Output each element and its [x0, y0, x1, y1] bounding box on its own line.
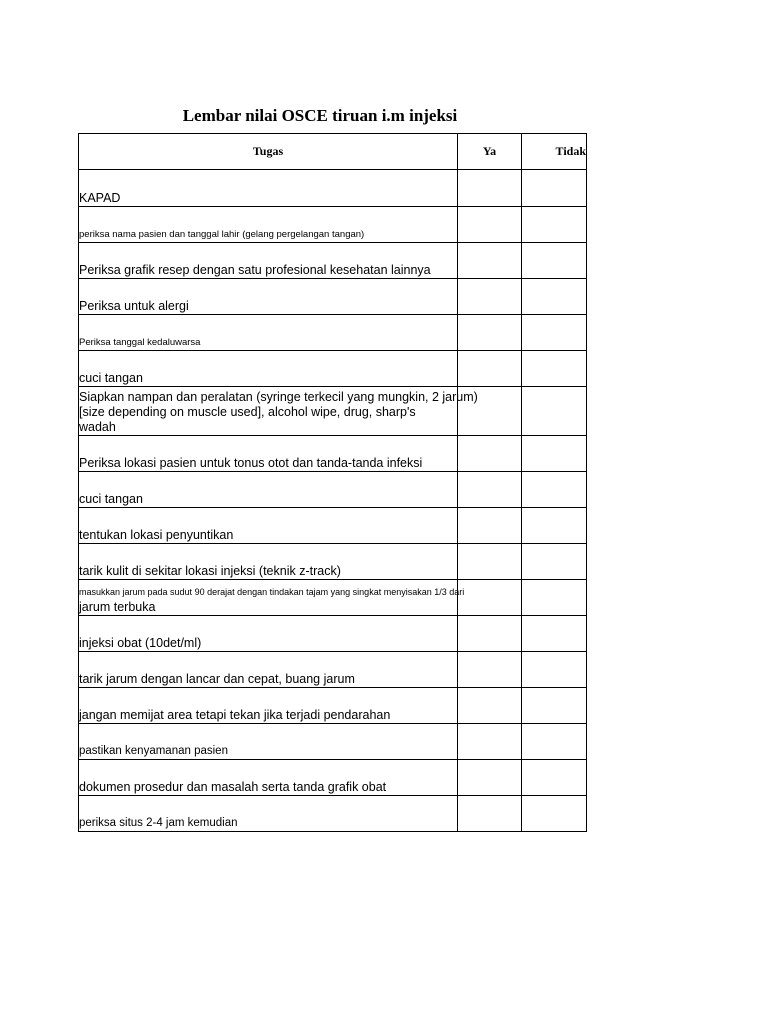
task-text: dokumen prosedur dan masalah serta tanda grafik obat: [79, 780, 387, 794]
check-cell-yes[interactable]: [458, 508, 522, 544]
check-cell-yes[interactable]: [458, 688, 522, 724]
task-cell: [79, 616, 458, 652]
header-no: Tidak: [522, 134, 587, 170]
check-cell-yes[interactable]: [458, 279, 522, 315]
check-cell-yes[interactable]: [458, 760, 522, 796]
check-cell-no[interactable]: [522, 760, 587, 796]
check-cell-yes[interactable]: [458, 724, 522, 760]
task-text: tarik kulit di sekitar lokasi injeksi (teknik z-track): [79, 564, 341, 578]
task-text: periksa nama pasien dan tanggal lahir (gelang pergelangan tangan): [79, 229, 365, 240]
table-row: [79, 652, 587, 688]
task-text: KAPAD: [79, 191, 121, 205]
task-text: cuci tangan: [79, 492, 143, 506]
document-title: Lembar nilai OSCE tiruan i.m injeksi: [182, 106, 458, 125]
check-cell-yes[interactable]: [458, 351, 522, 387]
check-cell-no[interactable]: [522, 688, 587, 724]
osce-score-table: [78, 133, 587, 832]
check-cell-yes[interactable]: [458, 472, 522, 508]
check-cell-no[interactable]: [522, 170, 587, 207]
check-cell-yes[interactable]: [458, 652, 522, 688]
table-row: [79, 387, 587, 436]
table-row: [79, 760, 587, 796]
task-text: injeksi obat (10det/ml): [79, 636, 202, 650]
task-cell: [79, 315, 458, 351]
table-row: [79, 796, 587, 832]
task-text: Periksa untuk alergi: [79, 299, 189, 313]
check-cell-no[interactable]: [522, 351, 587, 387]
table-row: [79, 724, 587, 760]
table-row: [79, 351, 587, 387]
table-row: [79, 279, 587, 315]
task-cell: [79, 796, 458, 832]
task-text: cuci tangan: [79, 371, 143, 385]
task-cell: [79, 508, 458, 544]
task-text: jangan memijat area tetapi tekan jika terjadi pendarahan: [79, 708, 391, 722]
task-cell: [79, 387, 478, 436]
task-cell: [79, 170, 458, 207]
check-cell-yes[interactable]: [458, 243, 522, 279]
check-cell-no[interactable]: [522, 387, 587, 436]
table-row: [79, 544, 587, 580]
check-cell-yes[interactable]: [458, 796, 522, 832]
check-cell-no[interactable]: [522, 436, 587, 472]
check-cell-no[interactable]: [522, 279, 587, 315]
check-cell-no[interactable]: [522, 652, 587, 688]
header-yes: Ya: [458, 134, 522, 170]
table-row: [79, 170, 587, 207]
task-cell: [79, 351, 458, 387]
check-cell-no[interactable]: [522, 796, 587, 832]
task-cell: [79, 279, 458, 315]
check-cell-no[interactable]: [522, 544, 587, 580]
check-cell-no[interactable]: [522, 472, 587, 508]
task-cell: [79, 436, 458, 472]
task-cell: [79, 207, 458, 243]
task-text: wadah: [79, 420, 116, 434]
check-cell-no[interactable]: [522, 315, 587, 351]
check-cell-yes[interactable]: [458, 315, 522, 351]
table-row: [79, 580, 587, 616]
table-row: [79, 616, 587, 652]
check-cell-yes[interactable]: [458, 170, 522, 207]
check-cell-no[interactable]: [522, 580, 587, 616]
task-cell: [79, 652, 458, 688]
check-cell-yes[interactable]: [458, 544, 522, 580]
task-cell: [79, 544, 458, 580]
task-text: [size depending on muscle used], alcohol wipe, drug, sharp's: [79, 405, 416, 419]
check-cell-no[interactable]: [522, 207, 587, 243]
task-cell: [79, 760, 458, 796]
task-text: jarum terbuka: [79, 600, 156, 614]
task-cell: [79, 243, 458, 279]
task-text: Periksa lokasi pasien untuk tonus otot dan tanda-tanda infeksi: [79, 456, 423, 470]
check-cell-no[interactable]: [522, 243, 587, 279]
task-text: periksa situs 2-4 jam kemudian: [79, 817, 238, 829]
table-row: [79, 207, 587, 243]
task-text: tentukan lokasi penyuntikan: [79, 528, 234, 542]
task-text: Siapkan nampan dan peralatan (syringe terkecil yang mungkin, 2 jarum): [79, 390, 478, 404]
task-cell: [79, 580, 465, 616]
task-text: pastikan kenyamanan pasien: [79, 745, 228, 757]
table-row: [79, 688, 587, 724]
check-cell-no[interactable]: [522, 616, 587, 652]
check-cell-no[interactable]: [522, 724, 587, 760]
table-row: [79, 315, 587, 351]
table-row: [79, 436, 587, 472]
task-cell: [79, 688, 458, 724]
table-header-row: [79, 134, 587, 170]
task-text: Periksa grafik resep dengan satu profesional kesehatan lainnya: [79, 263, 431, 277]
check-cell-yes[interactable]: [458, 580, 522, 616]
header-task: Tugas: [79, 134, 458, 170]
task-text: Periksa tanggal kedaluwarsa: [79, 337, 201, 348]
table-row: [79, 243, 587, 279]
table-row: [79, 472, 587, 508]
task-text: masukkan jarum pada sudut 90 derajat dengan tindakan tajam yang singkat menyisakan 1/3 dari: [79, 587, 465, 597]
check-cell-yes[interactable]: [458, 616, 522, 652]
check-cell-yes[interactable]: [458, 207, 522, 243]
check-cell-yes[interactable]: [458, 436, 522, 472]
task-cell: [79, 724, 458, 760]
task-cell: [79, 472, 458, 508]
table-row: [79, 508, 587, 544]
task-list: [79, 170, 587, 832]
task-text: tarik jarum dengan lancar dan cepat, buang jarum: [79, 672, 355, 686]
check-cell-no[interactable]: [522, 508, 587, 544]
